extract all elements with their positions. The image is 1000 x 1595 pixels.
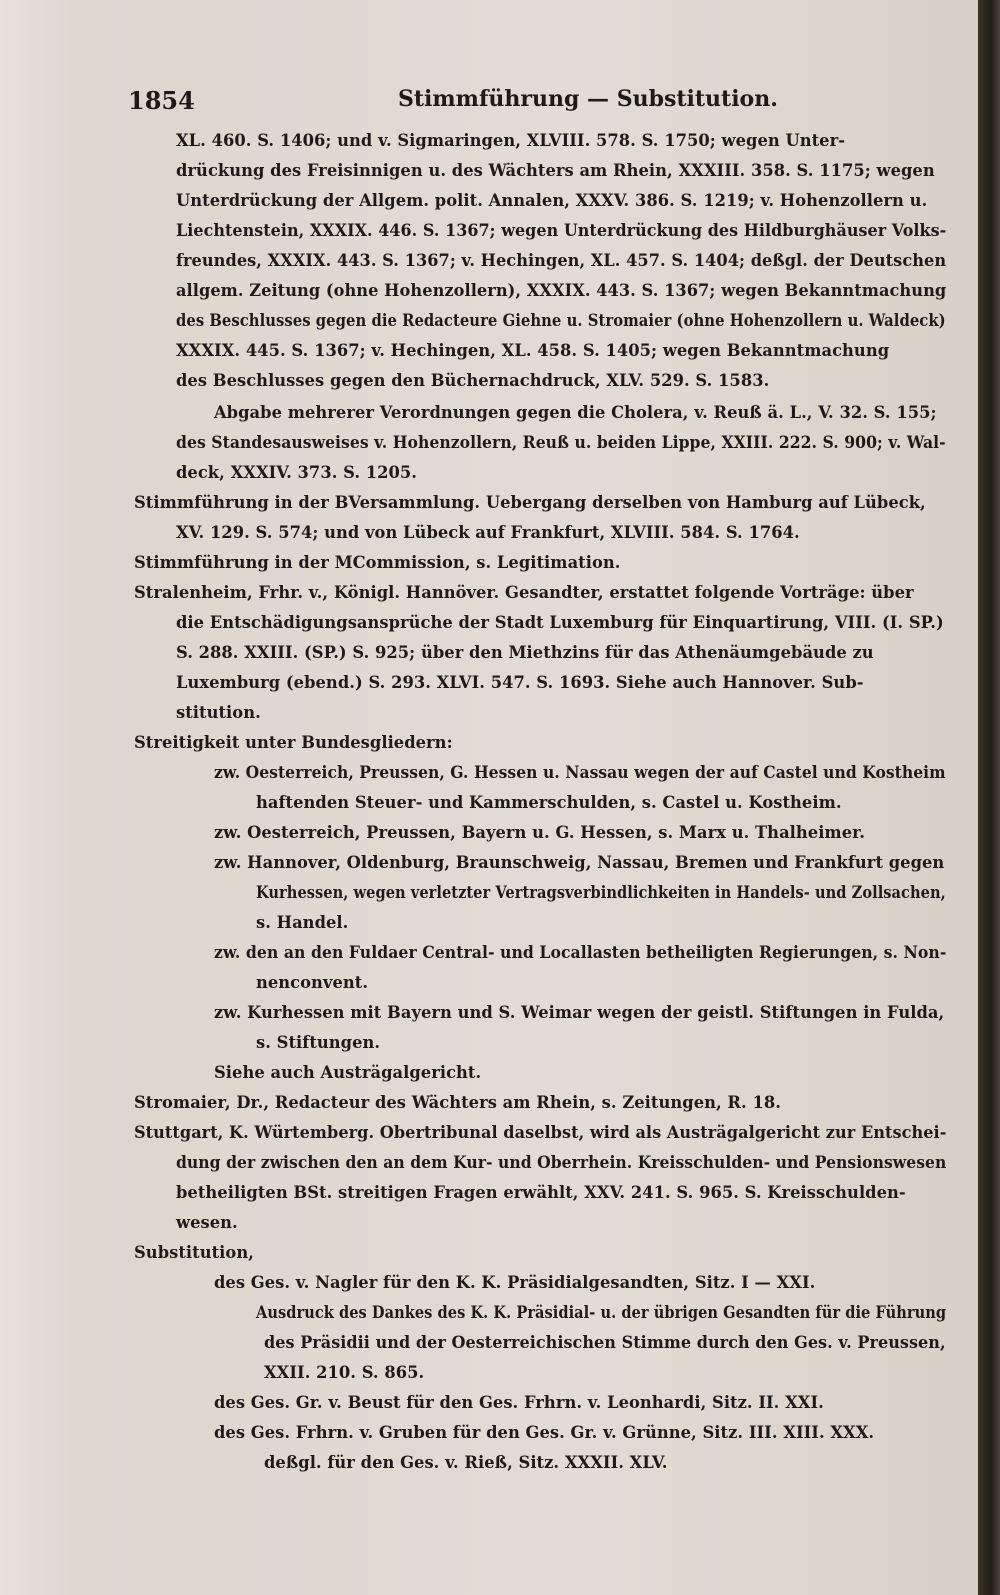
text-line: des Beschlusses gegen den Büchernachdruck, XLV. 529. S. 1583. (176, 371, 770, 390)
running-title: Stimmführung — Substitution. (398, 86, 778, 112)
text-line: des Ges. v. Nagler für den K. K. Präsidialgesandten, Sitz. I — XXI. (214, 1273, 816, 1292)
text-line: des Präsidii und der Oesterreichischen Stimme durch den Ges. v. Preussen, (264, 1333, 946, 1352)
text-line: Kurhessen, wegen verletzter Vertragsverbindlichkeiten in Handels- und Zollsachen, (256, 883, 946, 902)
index-entry: Stimmführung in der BVersammlung. Uebergang derselben von Hamburg auf Lübeck, (134, 493, 926, 512)
index-entry: Stuttgart, K. Würtemberg. Obertribunal daselbst, wird als Austrägalgericht zur Entschei- (134, 1123, 947, 1142)
text-line: deßgl. für den Ges. v. Rieß, Sitz. XXXII. XLV. (264, 1453, 668, 1472)
text-line: die Entschädigungsansprüche der Stadt Luxemburg für Einquartirung, VIII. (I. SP.) (176, 613, 944, 632)
index-entry: Stralenheim, Frhr. v., Königl. Hannöver. Gesandter, erstattet folgende Vorträge: über (134, 583, 914, 602)
text-line: zw. Kurhessen mit Bayern und S. Weimar wegen der geistl. Stiftungen in Fulda, (214, 1003, 945, 1022)
text-line: zw. Hannover, Oldenburg, Braunschweig, Nassau, Bremen und Frankfurt gegen (214, 853, 945, 872)
text-line: s. Stiftungen. (256, 1033, 381, 1052)
text-line: haftenden Steuer- und Kammerschulden, s. Castel u. Kostheim. (256, 793, 842, 812)
text-line: allgem. Zeitung (ohne Hohenzollern), XXXIX. 443. S. 1367; wegen Bekanntmachung (176, 281, 947, 300)
index-entry: Stromaier, Dr., Redacteur des Wächters am Rhein, s. Zeitungen, R. 18. (134, 1093, 781, 1112)
text-line: deck, XXXIV. 373. S. 1205. (176, 463, 418, 482)
text-line: XL. 460. S. 1406; und v. Sigmaringen, XLVIII. 578. S. 1750; wegen Unter- (176, 131, 846, 150)
text-line: drückung des Freisinnigen u. des Wächters am Rhein, XXXIII. 358. S. 1175; wegen (176, 161, 935, 180)
text-line: freundes, XXXIX. 443. S. 1367; v. Hechingen, XL. 457. S. 1404; deßgl. der Deutschen (176, 251, 947, 270)
text-line: S. 288. XXIII. (SP.) S. 925; über den Miethzins für das Athenäumgebäude zu (176, 643, 874, 662)
text-line: Abgabe mehrerer Verordnungen gegen die Cholera, v. Reuß ä. L., V. 32. S. 155; (214, 403, 937, 422)
index-entry: Streitigkeit unter Bundesgliedern: (134, 733, 453, 752)
text-line: betheiligten BSt. streitigen Fragen erwählt, XXV. 241. S. 965. S. Kreisschulden- (176, 1183, 906, 1202)
text-line: des Standesausweises v. Hohenzollern, Reuß u. beiden Lippe, XXIII. 222. S. 900; v. Wal- (176, 433, 946, 452)
text-line: stitution. (176, 703, 261, 722)
text-line: des Ges. Frhrn. v. Gruben für den Ges. Gr. v. Grünne, Sitz. III. XIII. XXX. (214, 1423, 875, 1442)
index-entry: Substitution, (134, 1243, 254, 1262)
text-line: des Beschlusses gegen die Redacteure Giehne u. Stromaier (ohne Hohenzollern u. Waldeck) (176, 311, 946, 330)
text-line: zw. den an den Fuldaer Central- und Locallasten betheiligten Regierungen, s. Non- (214, 943, 947, 962)
text-line: des Ges. Gr. v. Beust für den Ges. Frhrn. v. Leonhardi, Sitz. II. XXI. (214, 1393, 824, 1412)
text-line: wesen. (176, 1213, 238, 1232)
page-number: 1854 (128, 86, 195, 115)
text-line: Ausdruck des Dankes des K. K. Präsidial- u. der übrigen Gesandten für die Führung (256, 1303, 947, 1322)
text-line: Siehe auch Austrägalgericht. (214, 1063, 482, 1082)
text-line: XXXIX. 445. S. 1367; v. Hechingen, XL. 458. S. 1405; wegen Bekanntmachung (176, 341, 890, 360)
index-entry: Stimmführung in der MCommission, s. Legitimation. (134, 553, 621, 572)
text-line: nenconvent. (256, 973, 369, 992)
text-line: Liechtenstein, XXXIX. 446. S. 1367; wegen Unterdrückung des Hildburghäuser Volks- (176, 221, 947, 240)
text-line: zw. Oesterreich, Preussen, G. Hessen u. Nassau wegen der auf Castel und Kostheim (214, 763, 946, 782)
text-line: XXII. 210. S. 865. (264, 1363, 425, 1382)
text-line: dung der zwischen den an dem Kur- und Oberrhein. Kreisschulden- und Pensionswesen (176, 1153, 947, 1172)
text-line: zw. Oesterreich, Preussen, Bayern u. G. Hessen, s. Marx u. Thalheimer. (214, 823, 865, 842)
text-line: Luxemburg (ebend.) S. 293. XLVI. 547. S. 1693. Siehe auch Hannover. Sub- (176, 673, 864, 692)
text-line: s. Handel. (256, 913, 349, 932)
text-line: Unterdrückung der Allgem. polit. Annalen, XXXV. 386. S. 1219; v. Hohenzollern u. (176, 191, 928, 210)
text-line: XV. 129. S. 574; und von Lübeck auf Frankfurt, XLVIII. 584. S. 1764. (176, 523, 800, 542)
